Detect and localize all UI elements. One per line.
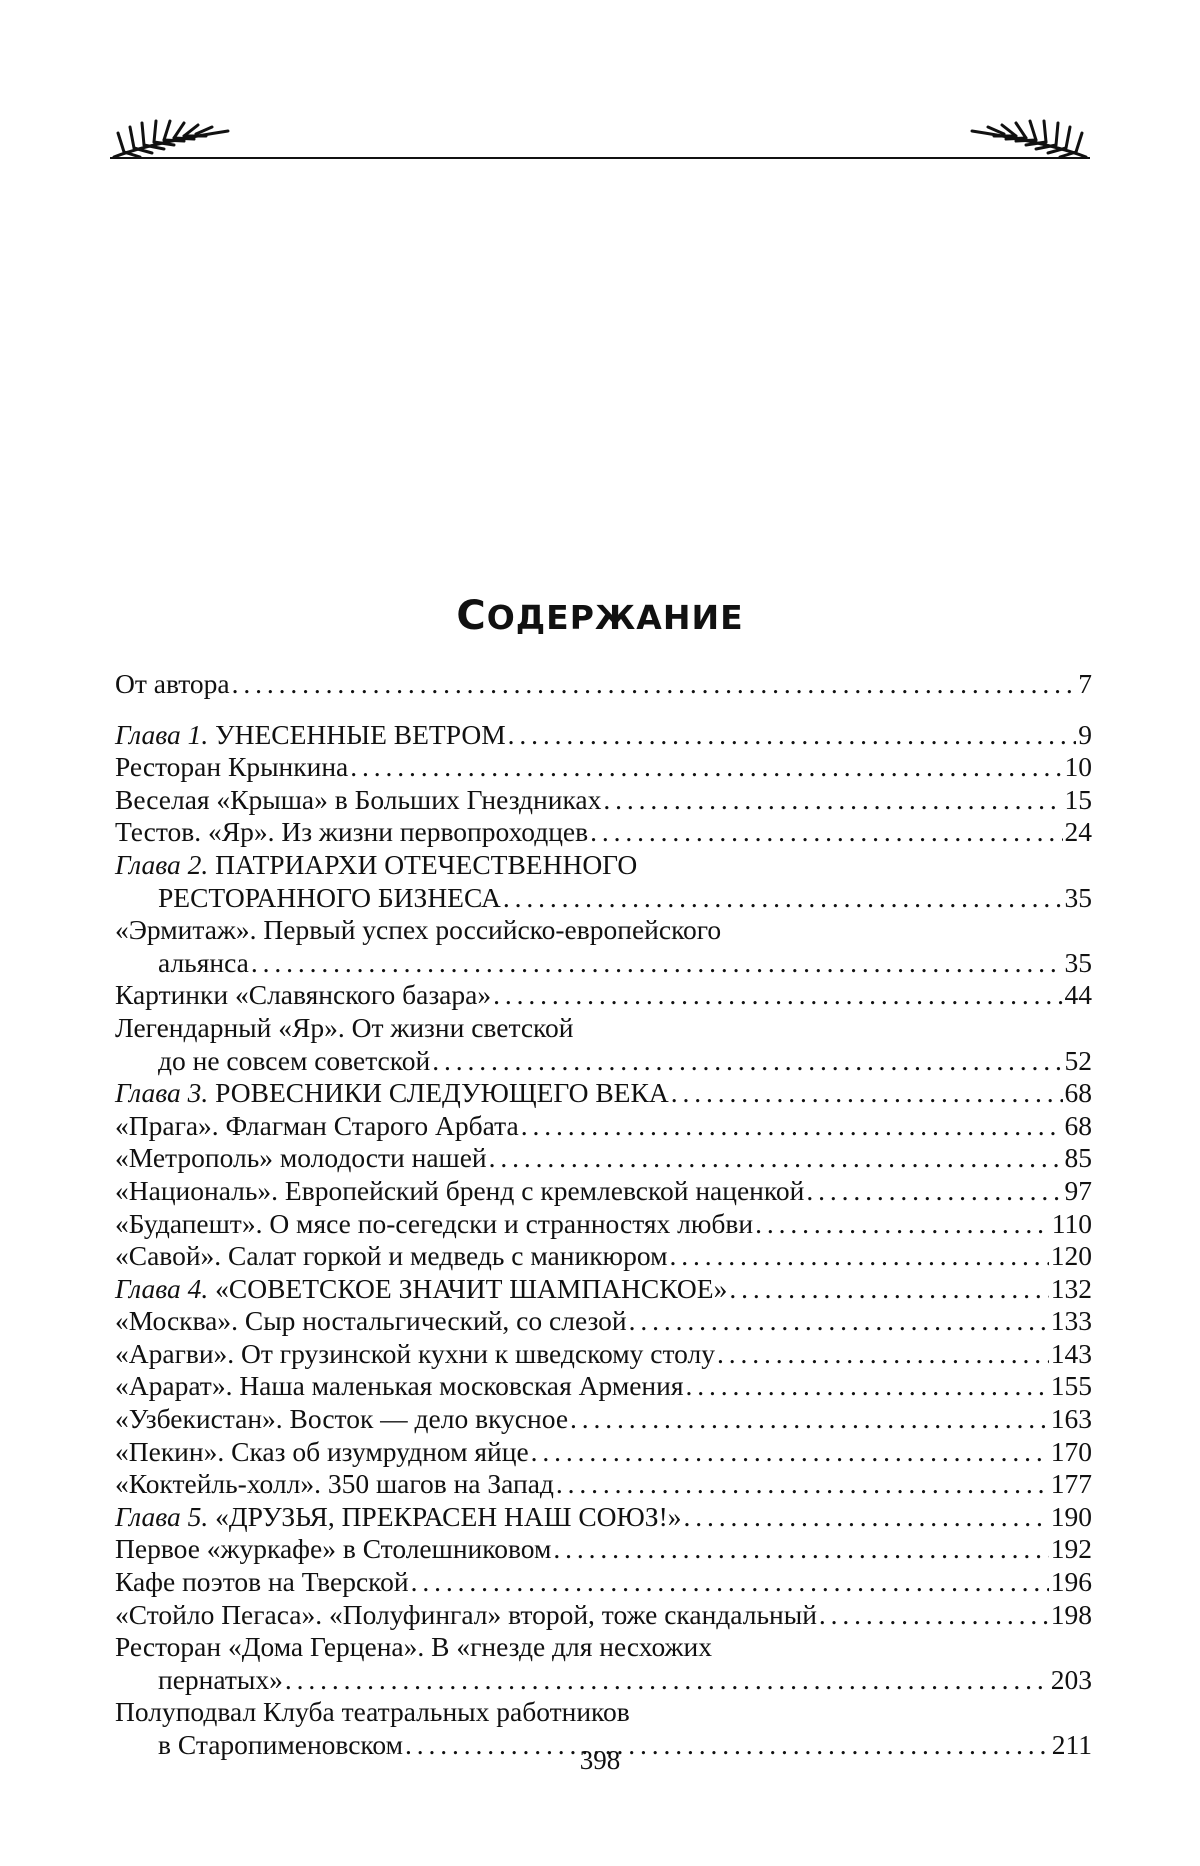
chapter-label: Глава 4. [115, 1273, 208, 1304]
toc-entry [115, 1208, 1092, 1241]
toc-entry-page: 133 [1051, 1305, 1092, 1338]
toc-entry [115, 1338, 1092, 1371]
leader-dots [819, 1599, 1049, 1632]
leader-dots [411, 1566, 1049, 1599]
toc-chapter [115, 1077, 1092, 1110]
toc-entry-page: 68 [1065, 1110, 1093, 1143]
toc-entry-page: 7 [1078, 668, 1092, 701]
toc-entry [115, 1566, 1092, 1599]
toc-entry [115, 1631, 1092, 1696]
leader-dots [806, 1175, 1062, 1208]
toc-entry-title: «Стойло Пегаса». «Полуфингал» второй, тоже скандальный [115, 1599, 817, 1632]
toc-entry [115, 1403, 1092, 1436]
toc-entry [115, 914, 1092, 979]
toc-entry-page: 132 [1051, 1273, 1092, 1306]
toc-entry-title-line1: Ресторан «Дома Герцена». В «гнезде для несхожих [115, 1631, 1092, 1664]
toc-entry [115, 751, 1092, 784]
chapter-label: Глава 2. [115, 849, 208, 880]
leader-dots [493, 979, 1062, 1012]
leader-dots [251, 947, 1063, 980]
toc-entry-page: 203 [1051, 1664, 1092, 1697]
leader-dots [729, 1273, 1048, 1306]
toc-entry-title-line2: до не совсем советской [158, 1045, 430, 1078]
right-ornament-icon [965, 103, 1090, 163]
toc-entry-title: «Арагви». От грузинской кухни к шведскому столу [115, 1338, 715, 1371]
title-rest: ОДЕРЖАНИЕ [487, 598, 744, 637]
toc-entry-page: 97 [1065, 1175, 1093, 1208]
toc-chapter [115, 849, 1092, 914]
toc-entry [115, 1468, 1092, 1501]
toc-entry [115, 1533, 1092, 1566]
toc-entry-page: 44 [1065, 979, 1093, 1012]
toc-entry [115, 668, 1092, 701]
toc-entry [115, 979, 1092, 1012]
page-header [110, 103, 1090, 163]
toc-entry-page: 9 [1078, 719, 1092, 752]
toc-entry-page: 85 [1065, 1142, 1093, 1175]
toc-entry-title: Первое «журкафе» в Столешниковом [115, 1533, 551, 1566]
toc-chapter [115, 719, 1092, 752]
leader-dots [603, 784, 1062, 817]
leader-dots [285, 1664, 1049, 1697]
toc-entry-page: 15 [1065, 784, 1093, 817]
toc-entry [115, 1599, 1092, 1632]
leader-dots [489, 1142, 1063, 1175]
toc-entry-page: 143 [1051, 1338, 1092, 1371]
leader-dots [432, 1045, 1062, 1078]
chapter-title: «ДРУЗЬЯ, ПРЕКРАСЕН НАШ СОЮЗ!» [208, 1501, 681, 1532]
toc-entry-title: От автора [115, 668, 230, 701]
leader-dots [671, 1077, 1063, 1110]
toc-entry-page: 35 [1065, 882, 1093, 915]
left-ornament-icon [110, 103, 235, 163]
leader-dots [556, 1468, 1049, 1501]
toc-entry-page: 155 [1051, 1370, 1092, 1403]
toc-entry-page: 35 [1065, 947, 1093, 980]
toc-entry-title-line1: Легендарный «Яр». От жизни светской [115, 1012, 1092, 1045]
chapter-title: УНЕСЕННЫЕ ВЕТРОМ [208, 719, 505, 750]
toc-entry-title: Тестов. «Яр». Из жизни первопроходцев [115, 816, 588, 849]
toc-entry-page: 10 [1065, 751, 1093, 784]
table-of-contents [115, 668, 1092, 1762]
toc-entry [115, 1305, 1092, 1338]
leader-dots [590, 816, 1062, 849]
toc-entry-page: 196 [1051, 1566, 1092, 1599]
page-title [0, 593, 1200, 639]
toc-entry-title: «Пекин». Сказ об изумрудном яйце [115, 1436, 529, 1469]
toc-entry [115, 1142, 1092, 1175]
toc-entry-page: 190 [1051, 1501, 1092, 1534]
leader-dots [669, 1240, 1048, 1273]
toc-entry-title: Ресторан Крынкина [115, 751, 348, 784]
toc-entry-page: 24 [1065, 816, 1093, 849]
toc-entry-title: Веселая «Крыша» в Больших Гнездниках [115, 784, 601, 817]
leader-dots [232, 668, 1077, 701]
leader-dots [503, 882, 1063, 915]
toc-entry-page: 211 [1052, 1729, 1092, 1762]
toc-entry [115, 1370, 1092, 1403]
leader-dots [629, 1305, 1049, 1338]
title-initial: С [456, 593, 486, 639]
toc-entry-title: «Москва». Сыр ностальгический, со слезой [115, 1305, 627, 1338]
toc-entry-page: 170 [1051, 1436, 1092, 1469]
toc-entry-title: Картинки «Славянского базара» [115, 979, 491, 1012]
header-rule [110, 157, 1090, 159]
toc-entry-title: «Метрополь» молодости нашей [115, 1142, 487, 1175]
leader-dots [570, 1403, 1049, 1436]
toc-entry-page: 192 [1051, 1533, 1092, 1566]
toc-entry-title: «Арарат». Наша маленькая московская Армения [115, 1370, 684, 1403]
leader-dots [686, 1370, 1049, 1403]
toc-entry-title: Кафе поэтов на Тверской [115, 1566, 409, 1599]
leader-dots [521, 1110, 1063, 1143]
leader-dots [350, 751, 1062, 784]
leader-dots [684, 1501, 1049, 1534]
toc-entry [115, 1240, 1092, 1273]
chapter-label: Глава 5. [115, 1501, 208, 1532]
toc-entry-title-line1: Полуподвал Клуба театральных работников [115, 1696, 1092, 1729]
toc-entry [115, 1436, 1092, 1469]
toc-entry-title: «Узбекистан». Восток — дело вкусное [115, 1403, 568, 1436]
toc-entry-title: «Будапешт». О мясе по-сегедски и странностях любви [115, 1208, 753, 1241]
toc-entry-page: 177 [1051, 1468, 1092, 1501]
toc-entry-page: 120 [1051, 1240, 1092, 1273]
toc-entry-title-line1: «Эрмитаж». Первый успех российско-европейского [115, 914, 1092, 947]
toc-entry [115, 816, 1092, 849]
toc-entry-title: «Прага». Флагман Старого Арбата [115, 1110, 519, 1143]
leader-dots [531, 1436, 1049, 1469]
toc-chapter [115, 1501, 1092, 1534]
toc-entry-page: 163 [1051, 1403, 1092, 1436]
chapter-title-line2: РЕСТОРАННОГО БИЗНЕСА [158, 882, 501, 915]
toc-entry-title: «Националь». Европейский бренд с кремлевской наценкой [115, 1175, 804, 1208]
toc-entry [115, 784, 1092, 817]
leader-dots [717, 1338, 1049, 1371]
toc-entry-title: «Коктейль-холл». 350 шагов на Запад [115, 1468, 554, 1501]
leader-dots [755, 1208, 1050, 1241]
toc-entry-title-line2: альянса [158, 947, 249, 980]
toc-entry-page: 198 [1051, 1599, 1092, 1632]
toc-entry-page: 52 [1065, 1045, 1093, 1078]
toc-entry-page: 68 [1065, 1077, 1093, 1110]
toc-entry-title-line2: пернатых» [158, 1664, 283, 1697]
chapter-title: «СОВЕТСКОЕ ЗНАЧИТ ШАМПАНСКОЕ» [208, 1273, 727, 1304]
page-number: 398 [0, 1745, 1200, 1776]
toc-entry-page: 110 [1052, 1208, 1092, 1241]
toc-entry [115, 1110, 1092, 1143]
toc-entry-title: «Савой». Салат горкой и медведь с маникюром [115, 1240, 667, 1273]
chapter-label: Глава 3. [115, 1077, 208, 1108]
chapter-title-line1: ПАТРИАРХИ ОТЕЧЕСТВЕННОГО [208, 849, 637, 880]
leader-dots [508, 719, 1077, 752]
toc-chapter [115, 1273, 1092, 1306]
chapter-label: Глава 1. [115, 719, 208, 750]
toc-entry [115, 1012, 1092, 1077]
chapter-title: РОВЕСНИКИ СЛЕДУЮЩЕГО ВЕКА [208, 1077, 668, 1108]
leader-dots [553, 1533, 1048, 1566]
toc-entry-title-line2: в Старопименовском [158, 1729, 403, 1762]
toc-entry [115, 1175, 1092, 1208]
